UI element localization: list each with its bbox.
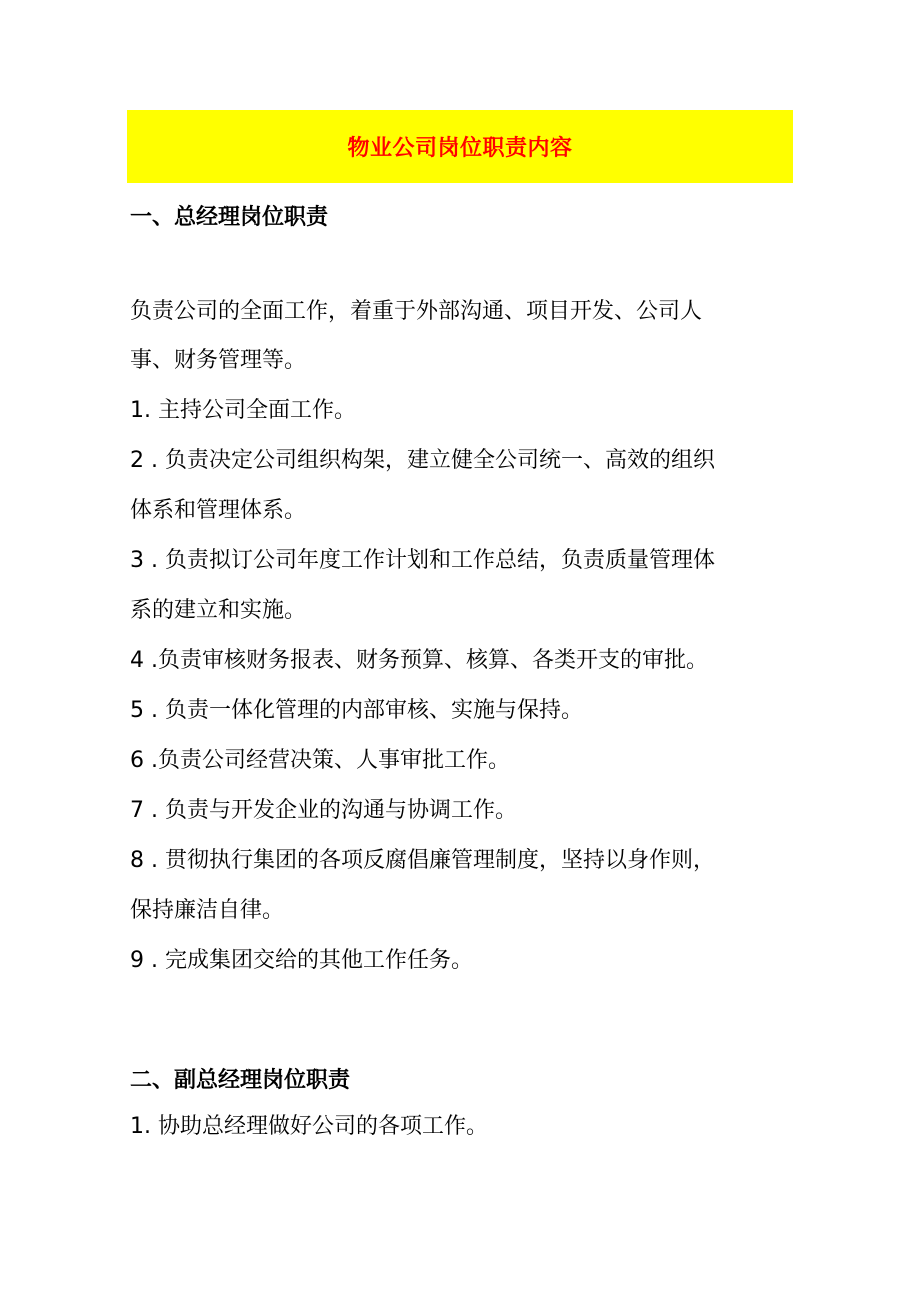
paragraph-line: 负责公司的全面工作，着重于外部沟通、项目开发、公司人 [130, 299, 703, 324]
list-item: 6 .负责公司经营决策、人事审批工作。 [130, 748, 510, 773]
document-title: 物业公司岗位职责内容 [347, 136, 573, 161]
list-item: 1. 主持公司全面工作。 [130, 398, 356, 423]
list-item: 5 . 负责一体化管理的内部审核、实施与保持。 [130, 698, 583, 723]
list-item: 8 . 贯彻执行集团的各项反腐倡廉管理制度，坚持以身作则， [130, 848, 715, 873]
list-item: 4 .负责审核财务报表、财务预算、核算、各类开支的审批。 [130, 648, 708, 673]
list-item: 9 . 完成集团交给的其他工作任务。 [130, 948, 473, 973]
list-item-continuation: 体系和管理体系。 [130, 498, 307, 523]
list-item-continuation: 保持廉洁自律。 [130, 898, 285, 923]
list-item: 2 . 负责决定公司组织构架，建立健全公司统一、高效的组织 [130, 448, 715, 473]
section-heading: 一、总经理岗位职责 [130, 205, 329, 230]
paragraph-line: 事、财务管理等。 [130, 348, 307, 373]
list-item: 3 . 负责拟订公司年度工作计划和工作总结，负责质量管理体 [130, 548, 715, 573]
title-banner [127, 110, 793, 183]
list-item-continuation: 系的建立和实施。 [130, 598, 307, 623]
section-heading: 二、副总经理岗位职责 [130, 1068, 351, 1093]
list-item: 1. 协助总经理做好公司的各项工作。 [130, 1114, 488, 1139]
list-item: 7 . 负责与开发企业的沟通与协调工作。 [130, 798, 517, 823]
